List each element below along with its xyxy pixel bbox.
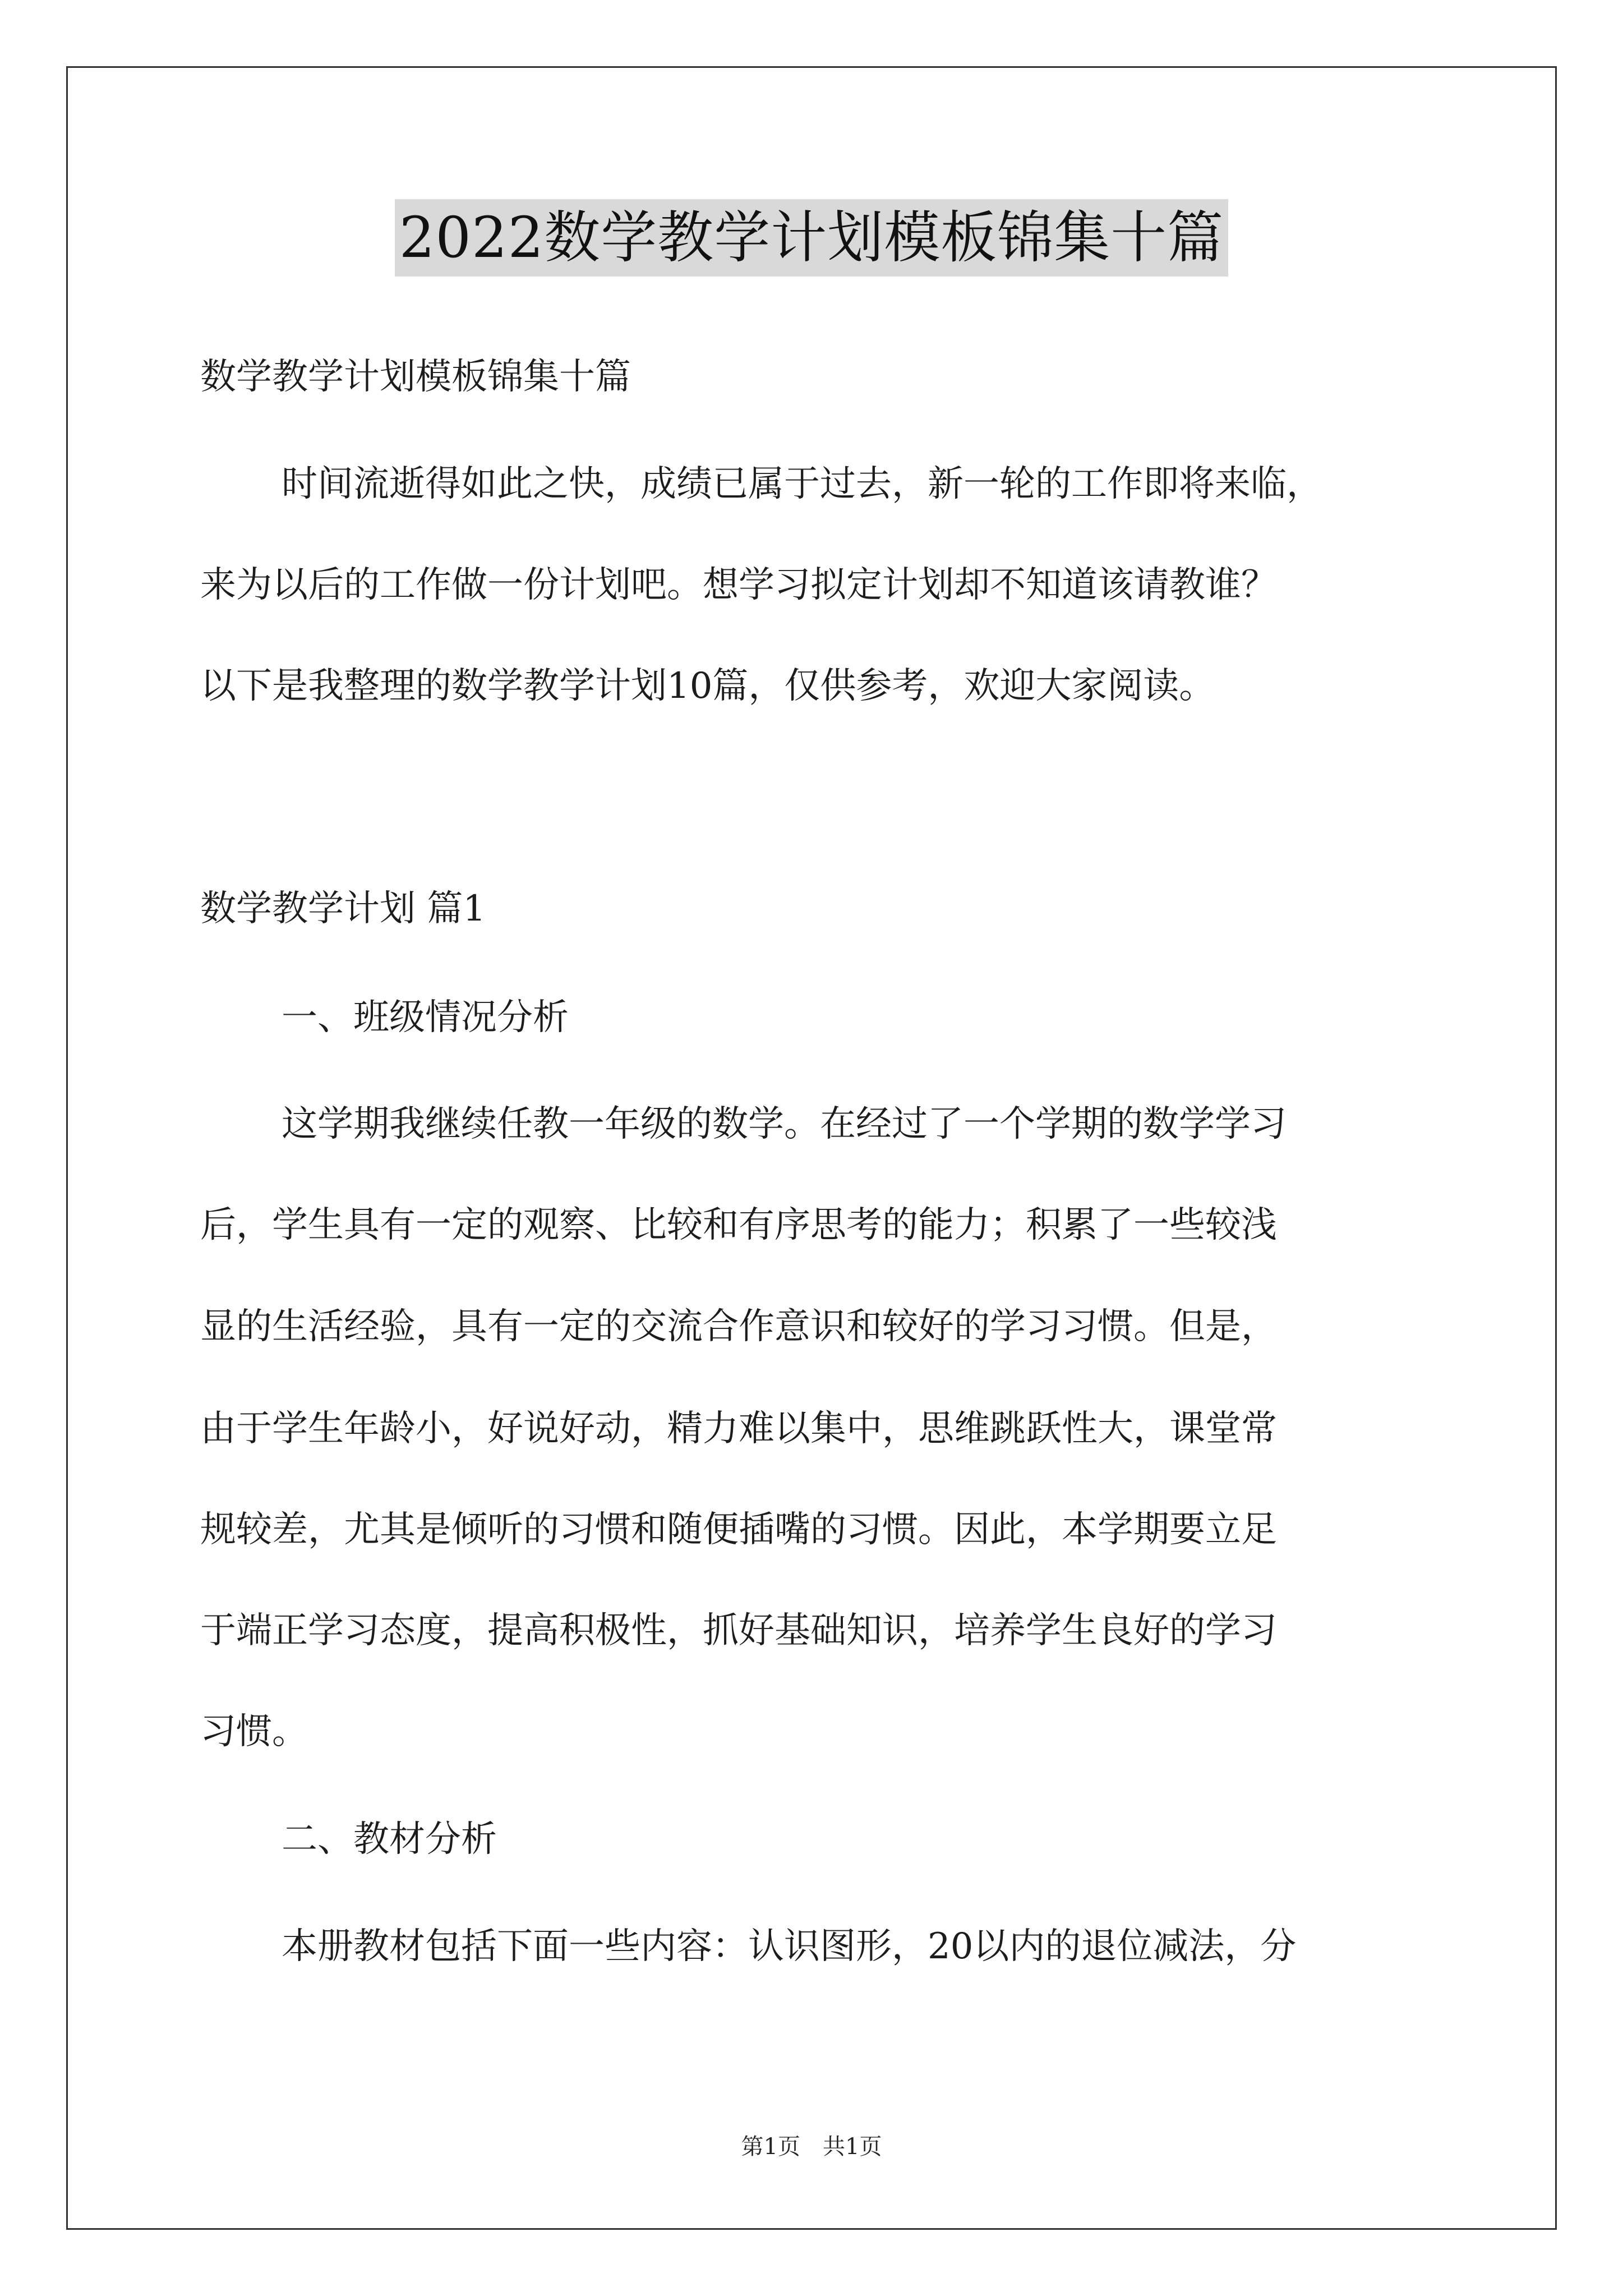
intro-line-1: 时间流逝得如此之快，成绩已属于过去，新一轮的工作即将来临， bbox=[282, 463, 1322, 505]
intro-line-2: 来为以后的工作做一份计划吧。想学习拟定计划却不知道该请教谁？ bbox=[200, 564, 1277, 606]
document-title: 2022数学教学计划模板锦集十篇 bbox=[395, 199, 1229, 277]
part2-line-1: 本册教材包括下面一些内容：认识图形，20以内的退位减法，分 bbox=[282, 1926, 1297, 1967]
part1-heading: 一、班级情况分析 bbox=[282, 997, 569, 1038]
title-container bbox=[0, 199, 1623, 277]
part2-heading: 二、教材分析 bbox=[282, 1819, 497, 1860]
part1-line-4: 由于学生年龄小，好说好动，精力难以集中，思维跳跃性大，课堂常 bbox=[200, 1408, 1277, 1450]
part1-line-6: 于端正学习态度，提高积极性，抓好基础知识，培养学生良好的学习 bbox=[200, 1610, 1277, 1651]
part1-line-7: 习惯。 bbox=[200, 1711, 308, 1752]
page-footer: 第1页 共1页 bbox=[741, 2134, 882, 2160]
document-subtitle: 数学教学计划模板锦集十篇 bbox=[200, 356, 631, 398]
intro-line-3: 以下是我整理的数学教学计划10篇，仅供参考，欢迎大家阅读。 bbox=[200, 665, 1215, 707]
section-heading: 数学教学计划 篇1 bbox=[200, 888, 486, 930]
part1-line-2: 后，学生具有一定的观察、比较和有序思考的能力；积累了一些较浅 bbox=[200, 1204, 1277, 1246]
part1-line-5: 规较差，尤其是倾听的习惯和随便插嘴的习惯。因此，本学期要立足 bbox=[200, 1509, 1277, 1550]
part1-line-3: 显的生活经验，具有一定的交流合作意识和较好的学习习惯。但是， bbox=[200, 1306, 1277, 1347]
part1-line-1: 这学期我继续任教一年级的数学。在经过了一个学期的数学学习 bbox=[282, 1103, 1287, 1145]
